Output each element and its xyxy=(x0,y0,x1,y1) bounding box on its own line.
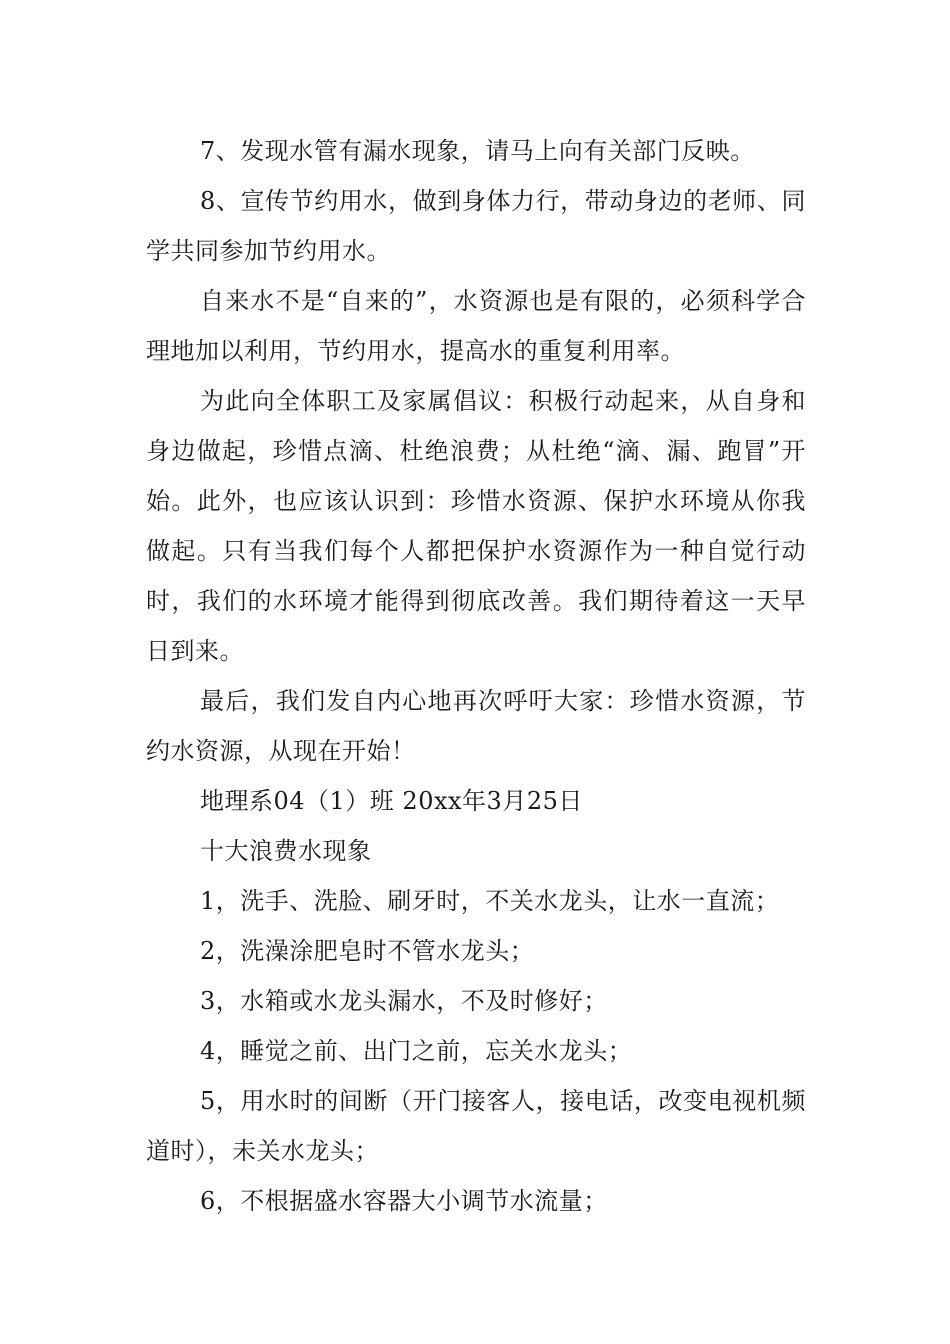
list-item: 3，水箱或水龙头漏水，不及时修好； xyxy=(200,987,608,1015)
section-heading: 十大浪费水现象 xyxy=(200,837,372,865)
paragraph-tap-water: 自来水不是“自来的”，水资源也是有限的，必须科学合理地加以利用，节约用水，提高水的重复利用率。 xyxy=(146,287,806,365)
paragraph-item-8: 8、宣传节约用水，做到身体力行，带动身边的老师、同学共同参加节约用水。 xyxy=(146,187,806,265)
list-item: 5，用水时的间断（开门接客人，接电话，改变电视机频道时），未关水龙头； xyxy=(146,1087,806,1165)
document-body xyxy=(146,126,806,1226)
list-item: 2，洗澡涂肥皂时不管水龙头； xyxy=(200,937,535,965)
paragraph-closing-appeal: 最后，我们发自内心地再次呼吁大家：珍惜水资源，节约水资源，从现在开始！ xyxy=(146,687,806,765)
list-item: 6，不根据盛水容器大小调节水流量； xyxy=(200,1187,608,1215)
paragraph-proposal: 为此向全体职工及家属倡议：积极行动起来，从自身和身边做起，珍惜点滴、杜绝浪费；从杜绝“滴、漏、跑冒”开始。此外，也应该认识到：珍惜水资源、保护水环境从你我做起。只有当我们每个人都把保护水资源作为一种自觉行动时，我们的水环境才能得到彻底改善。我们期待着这一天早日到来。 xyxy=(146,387,806,665)
list-item: 1，洗手、洗脸、刷牙时，不关水龙头，让水一直流； xyxy=(200,887,780,915)
list-item: 4，睡觉之前、出门之前，忘关水龙头； xyxy=(200,1037,633,1065)
paragraph-item-7: 7、发现水管有漏水现象，请马上向有关部门反映。 xyxy=(200,137,755,165)
signature-line: 地理系04（1）班 20xx年3月25日 xyxy=(200,787,583,815)
